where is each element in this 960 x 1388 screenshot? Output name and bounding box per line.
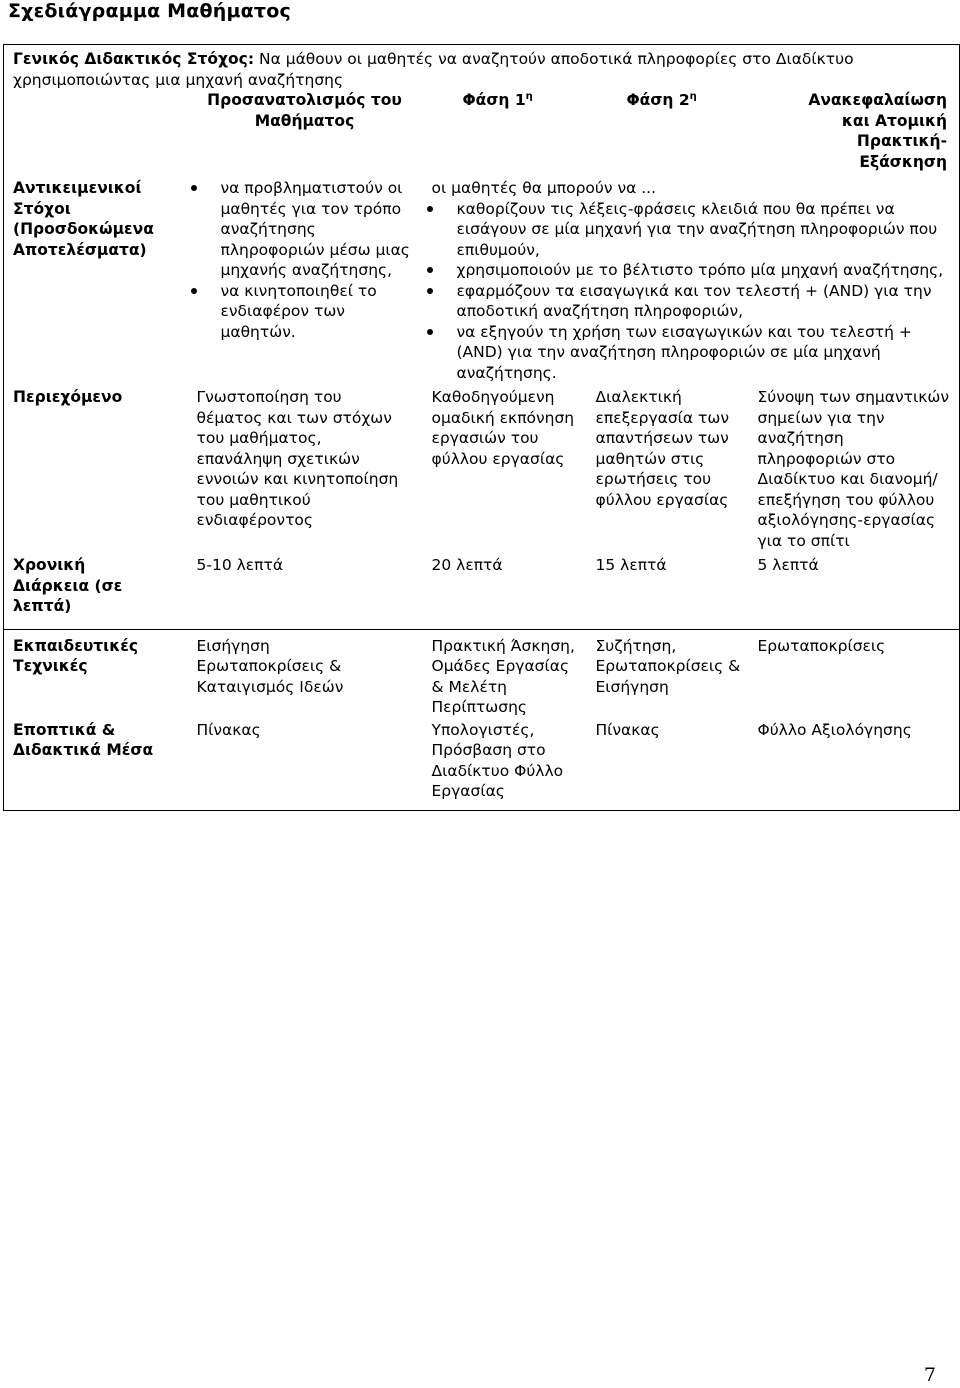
header-row — [4, 90, 960, 172]
content-recap: Σύνοψη των σημαντικών σημείων για την αναζήτηση πληροφοριών στο Διαδίκτυο και διανομή/επεξήγηση του φύλλου αξιολόγησης-εργασίας για το σπίτι — [749, 383, 960, 551]
duration-orientation: 5-10 λεπτά — [196, 556, 284, 574]
spacer-row — [4, 617, 960, 630]
duration-row — [4, 551, 960, 617]
content-phase1: Καθοδηγούμενη ομαδική εκπόνηση εργασιών του φύλλου εργασίας — [431, 388, 575, 468]
content-row — [4, 383, 960, 551]
materials-row — [4, 718, 960, 811]
duration-recap: 5 λεπτά — [749, 551, 960, 617]
techniques-recap: Ερωταποκρίσεις — [749, 629, 960, 718]
general-goal-text: Να μάθουν οι μαθητές να αναζητούν αποδοτικά πληροφορίες στο Διαδίκτυο χρησιμοποιώντας μια μηχανή αναζήτησης — [13, 50, 854, 89]
duration-label: Χρονική Διάρκεια (σε λεπτά) — [4, 551, 187, 617]
materials-label: Εποπτικά & Διδακτικά Μέσα — [4, 718, 187, 811]
general-goal-cell — [4, 45, 960, 91]
objectives-label: Αντικειμενικοί Στόχοι (Προσδοκώμενα Αποτελέσματα) — [4, 172, 187, 383]
page-title: Σχεδιάγραμμα Μαθήματος — [8, 0, 291, 22]
materials-phase2: Πίνακας — [587, 718, 749, 811]
general-goal-label: Γενικός Διδακτικός Στόχος: — [13, 50, 255, 68]
phases-objectives-list — [423, 199, 952, 384]
header-empty — [4, 90, 187, 172]
content-phase2: Διαλεκτική επεξεργασία των απαντήσεων των μαθητών στις ερωτήσεις του φύλλου εργασίας — [595, 388, 730, 509]
techniques-orientation: Εισήγηση Ερωταποκρίσεις & Καταιγισμός Ιδεών — [187, 629, 423, 718]
list-item: χρησιμοποιούν με το βέλτιστο τρόπο μία μηχανή αναζήτησης, — [423, 260, 952, 281]
col-header-phase1: Φάση $1^\eta$ — [462, 90, 533, 109]
content-label: Περιεχόμενο — [4, 383, 187, 551]
techniques-phase2: Συζήτηση, Ερωταποκρίσεις & Εισήγηση — [587, 629, 749, 718]
lesson-plan-table — [3, 44, 960, 811]
phase1-superscript: η — [525, 90, 533, 102]
list-item: να κινητοποιηθεί το ενδιαφέρον των μαθητών. — [187, 281, 423, 343]
list-item: εφαρμόζουν τα εισαγωγικά και τον τελεστή + (AND) για την αποδοτική αναζήτηση πληροφοριών, — [423, 281, 952, 322]
objectives-row — [4, 172, 960, 383]
materials-phase1: Υπολογιστές, Πρόσβαση στο Διαδίκτυο Φύλλο Εργασίας — [423, 718, 587, 811]
duration-phase1: 20 λεπτά — [431, 556, 503, 574]
objectives-phases — [423, 172, 960, 383]
col-header-recap: Ανακεφαλαίωση και Ατομική Πρακτική-Εξάσκηση — [749, 90, 960, 172]
materials-recap: Φύλλο Αξιολόγησης — [749, 718, 960, 811]
page-number: 7 — [923, 1364, 936, 1386]
techniques-phase1: Πρακτική Άσκηση, Ομάδες Εργασίας & Μελέτη Περίπτωσης — [423, 629, 587, 718]
col-header-orientation: Προσανατολισμός του Μαθήματος — [207, 91, 402, 130]
list-item: να προβληματιστούν οι μαθητές για τον τρόπο αναζήτησης πληροφοριών μέσω μιας μηχανής αναζήτησης, — [187, 178, 423, 281]
orientation-objectives-list — [187, 178, 423, 342]
content-orientation: Γνωστοποίηση του θέματος και των στόχων του μαθήματος, επανάληψη σχετικών εννοιών και κινητοποίηση του μαθητικού ενδιαφέροντος — [196, 388, 399, 529]
phase2-superscript: η — [689, 90, 697, 102]
col-header-phase2: Φάση $2^\eta$ — [626, 90, 697, 109]
duration-phase2: 15 λεπτά — [595, 556, 667, 574]
techniques-label: Εκπαιδευτικές Τεχνικές — [4, 629, 187, 718]
materials-orientation: Πίνακας — [187, 718, 423, 811]
general-goal-row — [4, 45, 960, 91]
list-item: καθορίζουν τις λέξεις-φράσεις κλειδιά που θα πρέπει να εισάγουν σε μία μηχανή για την αναζήτηση πληροφοριών που επιθυμούν, — [423, 199, 952, 261]
objectives-intro: οι μαθητές θα μπορούν να ... — [431, 179, 657, 197]
techniques-row — [4, 629, 960, 718]
list-item: να εξηγούν τη χρήση των εισαγωγικών και του τελεστή + (AND) για την αναζήτηση πληροφοριών σε μία μηχανή αναζήτησης. — [423, 322, 952, 384]
objectives-orientation — [187, 172, 423, 383]
